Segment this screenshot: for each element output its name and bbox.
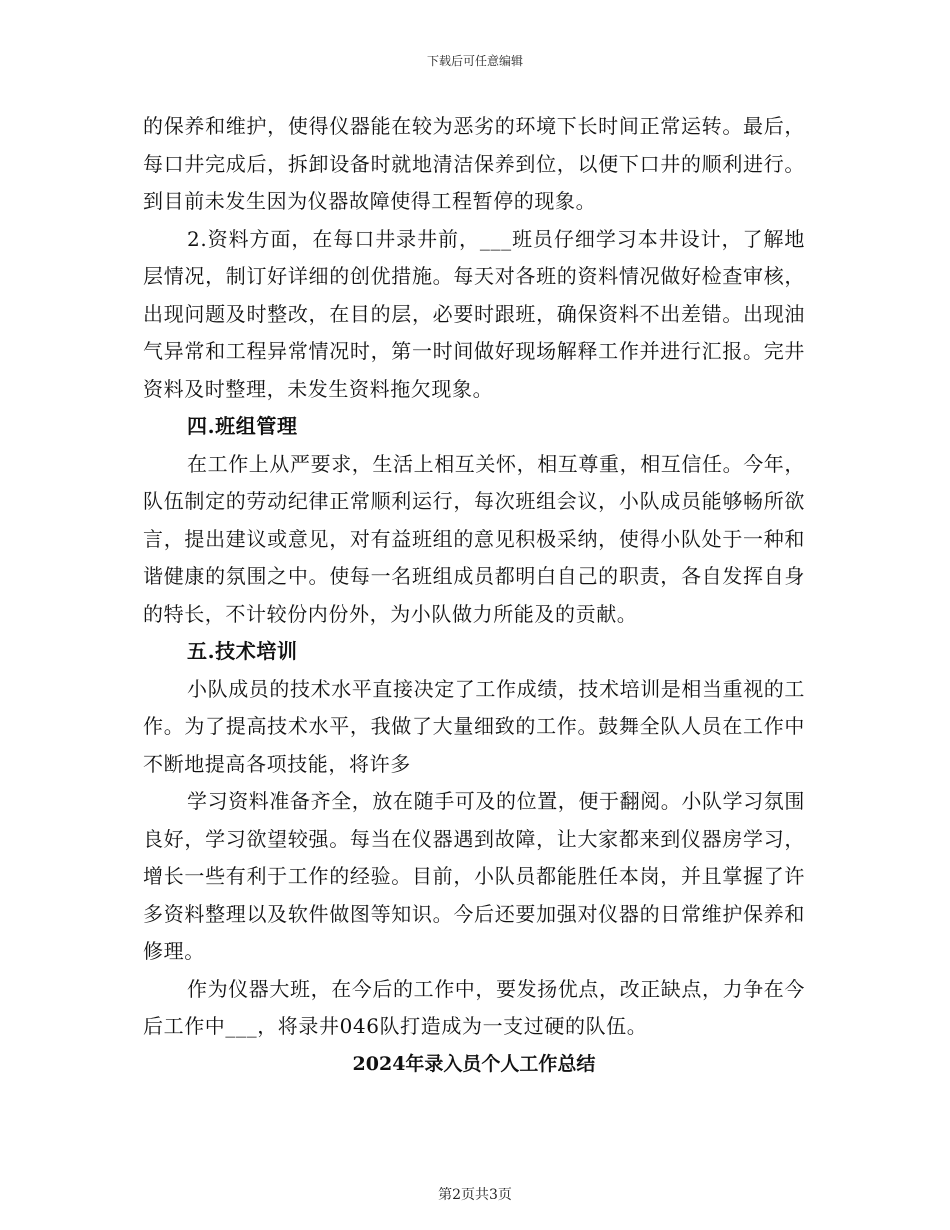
paragraph-data-section: 2.资料方面，在每口井录井前，___班员仔细学习本井设计，了解地层情况，制订好详细的创优措施。每天对各班的资料情况做好检查审核，出现问题及时整改，在目的层，必要时跟班，确保资料不出差错。出现油气异常和工程异常情况时，第一时间做好现场解释工作并进行汇报。完井资料及时整理，未发生资料拖欠现象。	[143, 226, 805, 401]
paragraph-technical-training: 小队成员的技术水平直接决定了工作成绩，技术培训是相当重视的工作。为了提高技术水平，我做了大量细致的工作。鼓舞全队人员在工作中不断地提高各项技能，将许多	[143, 676, 805, 776]
paragraph-study-materials: 学习资料准备齐全，放在随手可及的位置，便于翻阅。小队学习氛围良好，学习欲望较强。每当在仪器遇到故障，让大家都来到仪器房学习，增长一些有利于工作的经验。目前，小队员都能胜任本岗，并且掌握了许多资料整理以及软件做图等知识。今后还要加强对仪器的日常维护保养和修理。	[143, 789, 805, 963]
paragraph-team-management: 在工作上从严要求，生活上相互关怀，相互尊重，相互信任。今年，队伍制定的劳动纪律正常顺利运行，每次班组会议，小队成员能够畅所欲言，提出建议或意见，对有益班组的意见积极采纳，使得小队处于一种和谐健康的氛围之中。使每一名班组成员都明白自己的职责，各自发挥自身的特长，不计较份内份外，为小队做力所能及的贡献。	[143, 451, 805, 626]
page-header: 下载后可任意编辑	[426, 54, 523, 68]
paragraph-maintenance: 的保养和维护，使得仪器能在较为恶劣的环境下长时间正常运转。最后，每口井完成后，拆卸设备时就地清洁保养到位，以便下口井的顺利进行。到目前未发生因为仪器故障使得工程暂停的现象。	[143, 114, 805, 213]
section-heading-team-management: 四.班组管理	[187, 414, 298, 438]
page-number: 第2页共3页	[438, 1187, 512, 1203]
section-heading-technical-training: 五.技术培训	[187, 639, 298, 663]
document-body	[143, 108, 805, 1083]
document-title: 2024年录入员个人工作总结	[352, 1052, 596, 1075]
paragraph-conclusion: 作为仪器大班，在今后的工作中，要发扬优点，改正缺点，力争在今后工作中___，将录井046队打造成为一支过硬的队伍。	[143, 976, 805, 1038]
